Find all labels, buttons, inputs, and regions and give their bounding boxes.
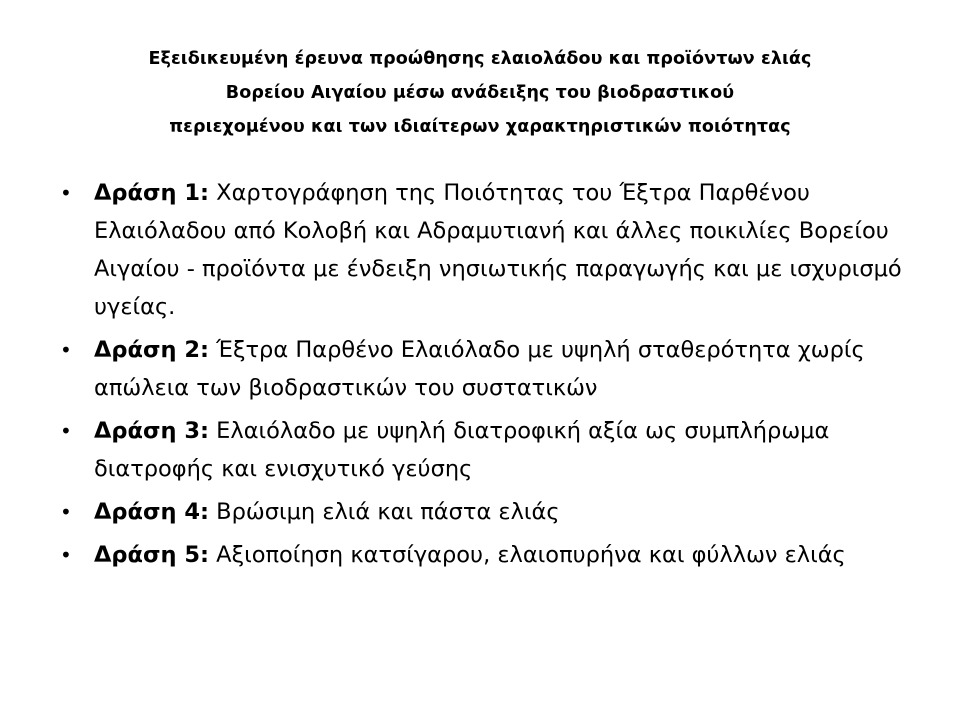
slide-title	[40, 42, 920, 144]
action-label: Δράση 1:	[94, 180, 210, 206]
title-line-1: Εξειδικευμένη έρευνα προώθησης ελαιολάδου και προϊόντων ελιάς	[148, 49, 812, 69]
action-item-2	[60, 331, 920, 407]
title-line-3: περιεχομένου και των ιδιαίτερων χαρακτηριστικών ποιότητας	[169, 117, 791, 137]
bullet-icon: •	[60, 500, 72, 524]
action-text: Χαρτογράφηση της Ποιότητας του Έξτρα Παρθένου Ελαιόλαδου από Κολοβή και Αδραμυτιανή και άλλες ποικιλίες Βορείου Αιγαίου - προϊόντα με ένδειξη νησιωτικής παραγωγής και με ισχυρισμό υγείας.	[94, 180, 902, 320]
bullet-icon: •	[60, 181, 72, 205]
actions-list	[60, 174, 920, 579]
action-item-4	[60, 493, 920, 531]
action-item-1	[60, 174, 920, 326]
bullet-icon: •	[60, 543, 72, 567]
action-text: Αξιοποίηση κατσίγαρου, ελαιοπυρήνα και φύλλων ελιάς	[216, 542, 846, 568]
action-text: Βρώσιμη ελιά και πάστα ελιάς	[216, 499, 560, 525]
bullet-icon: •	[60, 338, 72, 362]
title-line-2: Βορείου Αιγαίου μέσω ανάδειξης του βιοδραστικού	[225, 83, 735, 103]
action-label: Δράση 2:	[94, 337, 210, 363]
bullet-icon: •	[60, 419, 72, 443]
action-label: Δράση 3:	[94, 418, 210, 444]
action-label: Δράση 5:	[94, 542, 210, 568]
action-text: Έξτρα Παρθένο Ελαιόλαδο με υψηλή σταθερότητα χωρίς απώλεια των βιοδραστικών του συστατικών	[94, 337, 865, 401]
action-label: Δράση 4:	[94, 499, 210, 525]
action-text: Ελαιόλαδο με υψηλή διατροφική αξία ως συμπλήρωμα διατροφής και ενισχυτικό γεύσης	[94, 418, 830, 482]
action-item-5	[60, 536, 920, 574]
action-item-3	[60, 412, 920, 488]
